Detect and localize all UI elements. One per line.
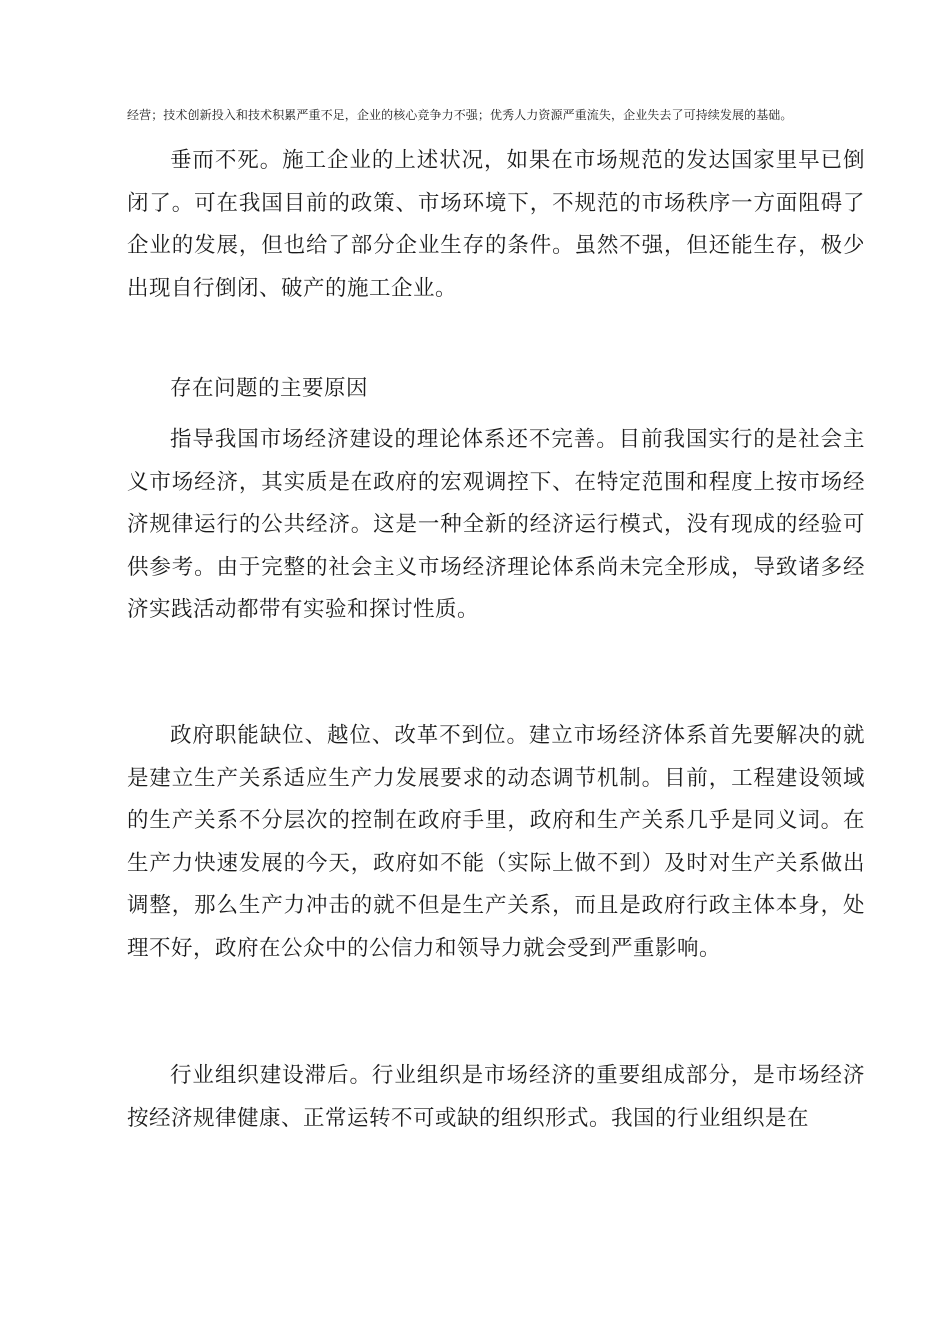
paragraph-1: 垂而不死。施工企业的上述状况，如果在市场规范的发达国家里早已倒闭了。可在我国目前的政策、市场环境下，不规范的市场秩序一方面阻碍了企业的发展，但也给了部分企业生存的条件。虽然不强，但还能生存，极少出现自行倒闭、破产的施工企业。	[127, 148, 865, 301]
section-heading: 存在问题的主要原因	[170, 376, 369, 401]
paragraph-4: 行业组织建设滞后。行业组织是市场经济的重要组成部分，是市场经济按经济规律健康、正常运转不可或缺的组织形式。我国的行业组织是在	[127, 1063, 865, 1131]
paragraph-3: 政府职能缺位、越位、改革不到位。建立市场经济体系首先要解决的就是建立生产关系适应生产力发展要求的动态调节机制。目前，工程建设领域的生产关系不分层次的控制在政府手里，政府和生产关系几乎是同义词。在生产力快速发展的今天，政府如不能（实际上做不到）及时对生产关系做出调整，那么生产力冲击的就不但是生产关系，而且是政府行政主体本身，处理不好，政府在公众中的公信力和领导力就会受到严重影响。	[127, 723, 865, 961]
continued-text-line: 经营；技术创新投入和技术积累严重不足，企业的核心竞争力不强；优秀人力资源严重流失，企业失去了可持续发展的基础。	[127, 108, 793, 122]
paragraph-2: 指导我国市场经济建设的理论体系还不完善。目前我国实行的是社会主义市场经济，其实质是在政府的宏观调控下、在特定范围和程度上按市场经济规律运行的公共经济。这是一种全新的经济运行模式，没有现成的经验可供参考。由于完整的社会主义市场经济理论体系尚未完全形成，导致诸多经济实践活动都带有实验和探讨性质。	[127, 427, 865, 622]
